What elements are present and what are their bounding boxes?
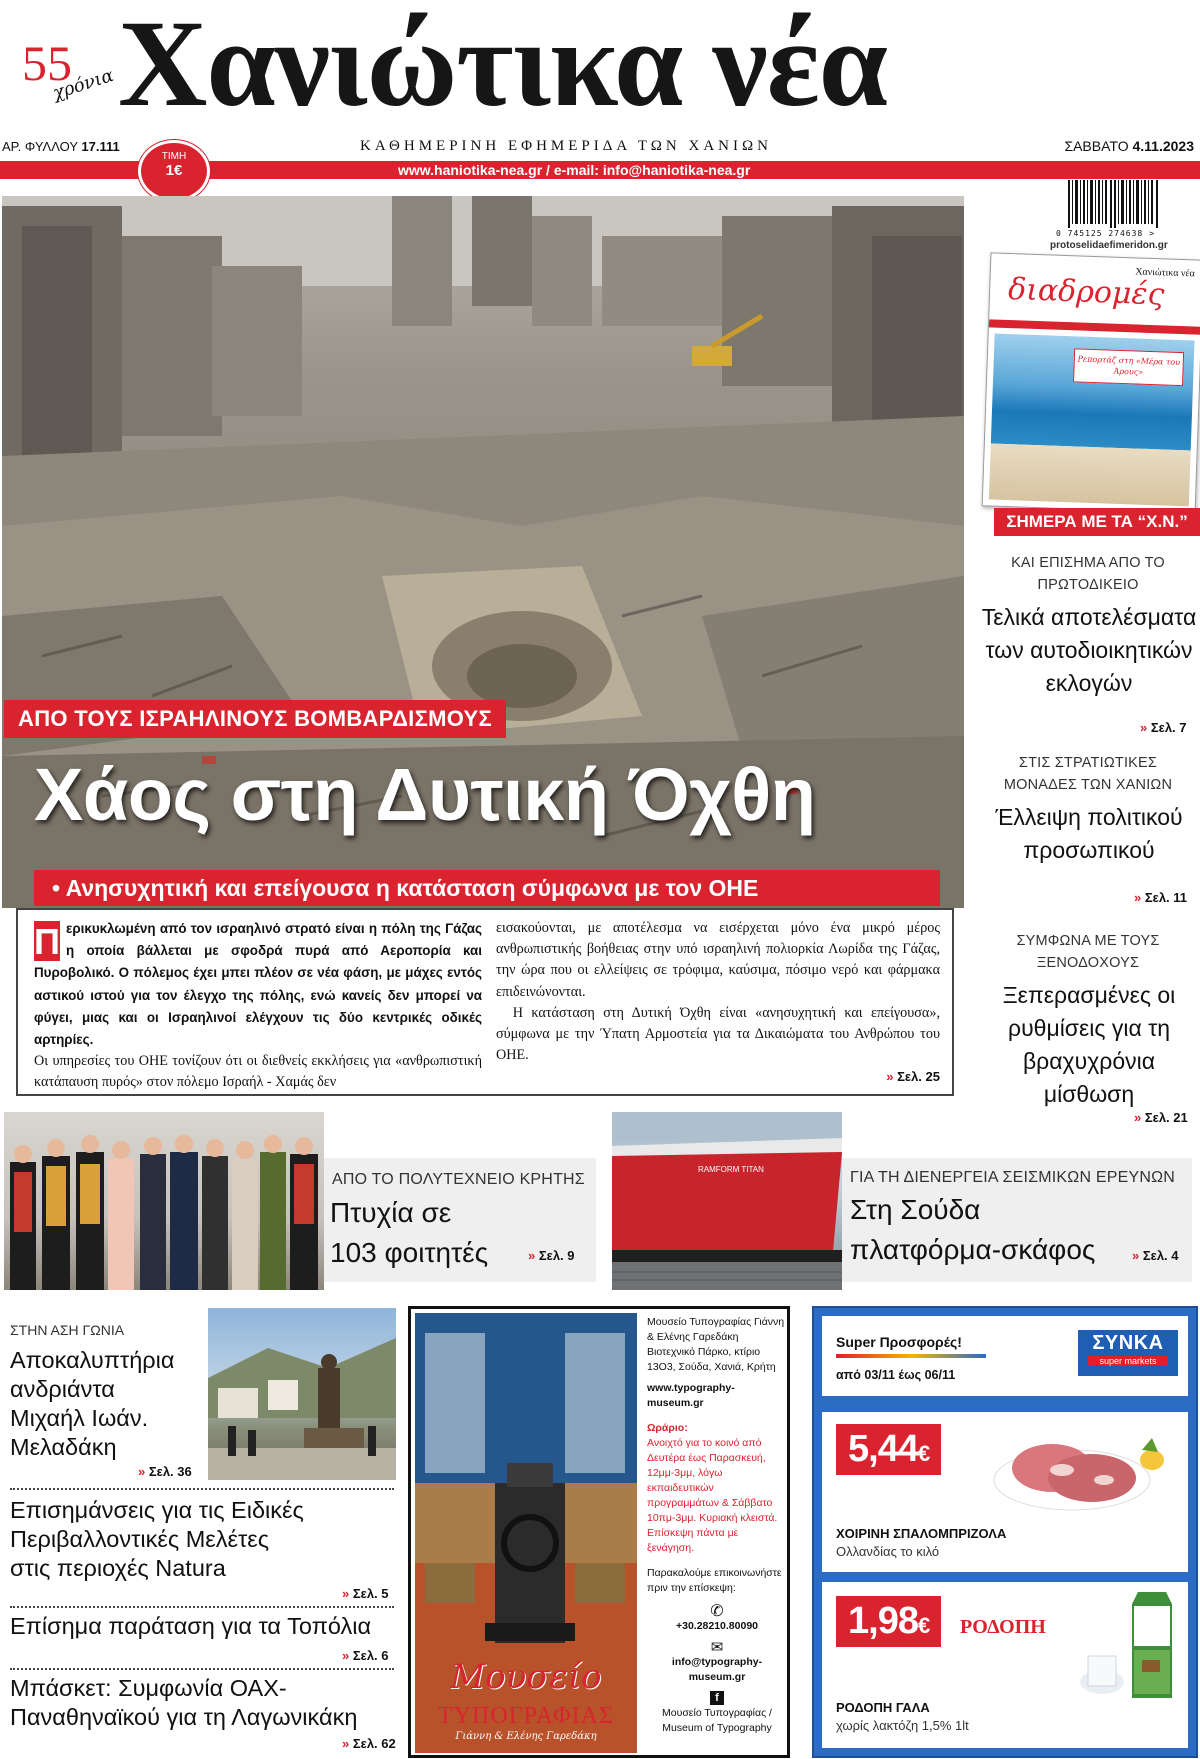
sidebar-page-ref-2[interactable]: » Σελ. 11	[1134, 890, 1188, 905]
sidebar-title-1[interactable]: Τελικά αποτελέσματα των αυτοδιοικητικών εκλογών	[981, 604, 1197, 696]
brief-kicker-1: ΣΤΗΝ ΑΣΗ ΓΩΝΙΑ	[10, 1322, 125, 1338]
brief-page-ref-2[interactable]: » Σελ. 5	[342, 1586, 389, 1601]
product-desc-1: Ολλανδίας το κιλό	[836, 1544, 940, 1559]
sidebar-kicker-3: ΣΥΜΦΩΝΑ ΜΕ ΤΟΥΣ ΞΕΝΟΔΟΧΟΥΣ	[1016, 933, 1160, 971]
brief-divider-1	[10, 1488, 394, 1490]
supplement-paper: Χανιώτικα νέα	[1135, 266, 1196, 280]
lead-paragraph-1: ερικυκλωμένη από τον ισραηλινό στρατό είναι η πόλη της Γάζας η οποία βάλλεται με σφοδρά πυρά από Αεροπορία και Πυροβολικό. Ο πόλεμος έχει μπει πλέον σε νέα φάση, με μάχες εντός αστικού ιστού για τον έλεγχο της πόλης, ενώ κανείς δεν μπορεί να φύγει, μιας και οι Ισραηλινοί ελέγχουν τις δύο κεντρικές οδικές αρτηρίες.	[34, 921, 482, 1048]
synka-ad-header	[822, 1316, 1188, 1396]
supplement-cover[interactable]	[982, 252, 1200, 513]
ship-name: RAMFORM TITAN	[698, 1165, 764, 1174]
teaser-page-ref-2[interactable]: » Σελ. 4	[1132, 1248, 1179, 1263]
lead-column-2	[496, 918, 940, 1066]
teaser-kicker-1: ΑΠΟ ΤΟ ΠΟΛΥΤΕΧΝΕΙΟ ΚΡΗΤΗΣ	[332, 1171, 585, 1188]
museum-info	[647, 1315, 787, 1736]
website-line[interactable]: www.haniotika-nea.gr / e-mail: info@haniotika-nea.gr	[398, 162, 751, 178]
museum-phone[interactable]: +30.28210.80090	[675, 1620, 759, 1632]
day: ΣΑΒΒΑΤΟ	[1064, 138, 1129, 154]
dateline	[1064, 138, 1194, 154]
issue-label: ΑΡ. ΦΥΛΛΟΥ	[2, 139, 78, 154]
brief-title-4[interactable]: Μπάσκετ: Συμφωνία ΟΑΧ- Παναθηναϊκού για τη Λαγωνικάκη	[10, 1675, 358, 1730]
brief-title-2[interactable]: Επισημάνσεις για τις Ειδικές Περιβαλλοντικές Μελέτες στις περιοχές Natura	[10, 1497, 304, 1581]
supplement-title: διαδρομές	[1007, 271, 1165, 313]
brief-divider-3	[10, 1668, 394, 1670]
rodopi-logo: ΡΟΔΟΠΗ	[960, 1616, 1046, 1638]
price-badge	[138, 140, 210, 202]
synka-headline: Super Προσφορές!	[836, 1334, 962, 1350]
teaser-title-1[interactable]: Πτυχία σε 103 φοιτητές	[330, 1197, 489, 1268]
brief-divider-2	[10, 1606, 394, 1608]
synka-logo: ΣΥΝΚΑ super markets	[1078, 1330, 1178, 1376]
lead-paragraph-3: εισακούονται, με αποτέλεσμα να εισέρχεται μόνο ένα μικρό μέρος ανθρωπιστικής βοήθειας στην υπό ισραηλινή πολιορκία Λωρίδα της Γάζας, την ώρα που οι ελλείψεις σε τρόφιμα, καύσιμα, πόσιμο νερό και φάρμακα επιδεινώνονται.	[496, 920, 940, 1000]
sidebar-kicker-2: ΣΤΙΣ ΣΤΡΑΤΙΩΤΙΚΕΣ ΜΟΝΑΔΕΣ ΤΩΝ ΧΑΝΙΩΝ	[1003, 755, 1173, 793]
museum-website[interactable]: www.typography-museum.gr	[647, 1382, 735, 1409]
product-name-2: ΡΟΔΟΠΗ ΓΑΛΑ	[836, 1700, 930, 1715]
product-name-1: ΧΟΙΡΙΝΗ ΣΠΑΛΟΜΠΡΙΖΟΛΑ	[836, 1526, 1007, 1541]
sidebar-title-2[interactable]: Έλλειψη πολιτικού προσωπικού	[995, 804, 1183, 863]
teaser-title-2[interactable]: Στη Σούδα πλατφόρμα-σκάφος	[850, 1194, 1096, 1265]
milk-carton-icon	[1072, 1586, 1182, 1706]
product-price-2: 1,98€	[836, 1596, 941, 1647]
synka-dates: από 03/11 έως 06/11	[836, 1368, 956, 1382]
brief-page-ref-4[interactable]: » Σελ. 62	[342, 1736, 396, 1751]
synka-product-1[interactable]	[822, 1412, 1188, 1572]
barcode-digits: 0 745125 274638 >	[1056, 229, 1155, 238]
statue-illustration	[208, 1308, 396, 1480]
synka-ad[interactable]	[812, 1306, 1198, 1758]
newspaper-title: Χανιώτικα νέα	[118, 0, 887, 132]
lead-article-box	[16, 908, 954, 1096]
lead-paragraph-2: Οι υπηρεσίες του ΟΗΕ τονίζουν ότι οι διεθνείς εκκλήσεις για «ανθρωπιστική κατάπαυση πυρός» στον πόλεμο Ισραήλ - Χαμάς δεν	[34, 1053, 482, 1091]
museum-logo-sub: Γιάννη & Ελένης Γαρεδάκη	[455, 1731, 597, 1742]
barcode-site[interactable]: protoselidaefimeridon.gr	[1050, 240, 1168, 251]
product-desc-2: χωρίς λακτόζη 1,5% 1lt	[836, 1718, 969, 1733]
lead-paragraph-4: Η κατάσταση στη Δυτική Όχθη είναι «ανησυχητική και επείγουσα», σύμφωνα με την Ύπατη Αρμοστεία για τα Δικαιώματα του Ανθρώπου του ΟΗΕ.	[496, 1004, 940, 1064]
teaser-page-ref-1[interactable]: » Σελ. 9	[528, 1248, 575, 1263]
brief-title-3[interactable]: Επίσημα παράταση για τα Τοπόλια	[10, 1613, 372, 1639]
facebook-icon: f	[647, 1691, 787, 1706]
email-icon: ✉	[710, 1639, 724, 1656]
anniversary-number: 55	[22, 35, 72, 91]
brief-page-ref-3[interactable]: » Σελ. 6	[342, 1648, 389, 1663]
graduation-photo	[4, 1112, 324, 1290]
supplement-strip	[989, 319, 1200, 334]
date: 4.11.2023	[1132, 138, 1194, 154]
museum-email[interactable]: info@typography-museum.gr	[671, 1656, 763, 1683]
ship-illustration	[612, 1112, 842, 1290]
anniversary-word: χρόνια	[50, 64, 117, 105]
supplement-sand	[989, 443, 1191, 506]
arrow-icon: »	[886, 1069, 894, 1084]
price-value: 1€	[165, 162, 183, 179]
brief-page-ref-1[interactable]: » Σελ. 36	[138, 1464, 192, 1479]
museum-facebook[interactable]: Μουσείο Τυπογραφίας / Museum of Typography	[662, 1707, 772, 1734]
issue-number	[2, 139, 120, 154]
museum-ad[interactable]	[408, 1306, 790, 1758]
sidebar-kicker-1: ΚΑΙ ΕΠΙΣΗΜΑ ΑΠΟ ΤΟ ΠΡΩΤΟΔΙΚΕΙΟ	[1011, 555, 1165, 593]
museum-logo-title: ΤΥΠΟΓΡΑΦΙΑΣ	[438, 1703, 614, 1729]
synka-product-2[interactable]	[822, 1582, 1188, 1748]
statue-photo	[208, 1308, 396, 1480]
sidebar-title-3[interactable]: Ξεπερασμένες οι ρυθμίσεις για τη βραχυχρόνια μίσθωση	[1002, 982, 1176, 1107]
anniversary-logo	[14, 34, 124, 114]
tagline: ΚΑΘΗΜΕΡΙΝΗ ΕΦΗΜΕΡΙΔΑ ΤΩΝ ΧΑΝΙΩΝ	[360, 138, 772, 154]
museum-hours: Ανοιχτό για το κοινό από Δευτέρα έως Παρασκευή, 12μμ-3μμ, λόγω εκπαιδευτικών προγραμμάτων & Σάββατο 10πμ-3μμ. Κυριακή κλειστά. Επίσκεψη πάντα με ξενάγηση.	[647, 1437, 778, 1554]
lead-kicker: ΑΠΟ ΤΟΥΣ ΙΣΡΑΗΛΙΝΟΥΣ ΒΟΜΒΑΡΔΙΣΜΟΥΣ	[4, 700, 506, 738]
product-price-1: 5,44€	[836, 1424, 941, 1475]
lead-column-1	[34, 918, 482, 1094]
museum-contact-note: Παρακαλούμε επικοινωνήστε πριν την επίσκεψη:	[647, 1567, 782, 1594]
teaser-kicker-2: ΓΙΑ ΤΗ ΔΙΕΝΕΡΓΕΙΑ ΣΕΙΣΜΙΚΩΝ ΕΡΕΥΝΩΝ	[850, 1169, 1176, 1186]
synka-rainbow-rule	[836, 1354, 986, 1358]
supplement-banner: ΣΗΜΕΡΑ ΜΕ ΤΑ “Χ.Ν.”	[994, 508, 1200, 536]
supplement-cover-text: Ρεπορτάζ στη «Μέρα του Άρους»	[1073, 348, 1184, 386]
sidebar-page-ref-3[interactable]: » Σελ. 21	[1134, 1110, 1188, 1125]
museum-hours-label: Ωράριο:	[647, 1422, 688, 1434]
museum-logo-script: Μουσείο	[450, 1657, 602, 1697]
issue-value: 17.111	[81, 139, 120, 154]
price-label: ΤΙΜΗ	[161, 151, 187, 162]
lead-subhead: • Ανησυχητική και επείγουσα η κατάσταση σύμφωνα με τον ΟΗΕ	[34, 870, 940, 906]
graduates-illustration	[4, 1112, 324, 1290]
ship-photo	[612, 1112, 842, 1290]
brief-title-1[interactable]: Αποκαλυπτήρια ανδριάντα Μιχαήλ Ιωάν. Μελαδάκη	[10, 1347, 175, 1460]
museum-address: Μουσείο Τυπογραφίας Γιάννη & Ελένης Γαρεδάκη Βιοτεχνικό Πάρκο, κτίριο 13Ο3, Σούδα, Χανιά, Κρήτη	[647, 1316, 785, 1373]
phone-icon: ✆	[710, 1603, 724, 1620]
sidebar-page-ref-1[interactable]: » Σελ. 7	[1140, 720, 1187, 735]
lead-page-ref[interactable]: » Σελ. 25	[886, 1069, 940, 1084]
barcode-icon	[1066, 180, 1162, 228]
lead-headline[interactable]: Χάος στη Δυτική Όχθη	[34, 753, 816, 836]
pork-chop-icon	[992, 1420, 1172, 1520]
drop-cap: Π	[34, 921, 60, 962]
